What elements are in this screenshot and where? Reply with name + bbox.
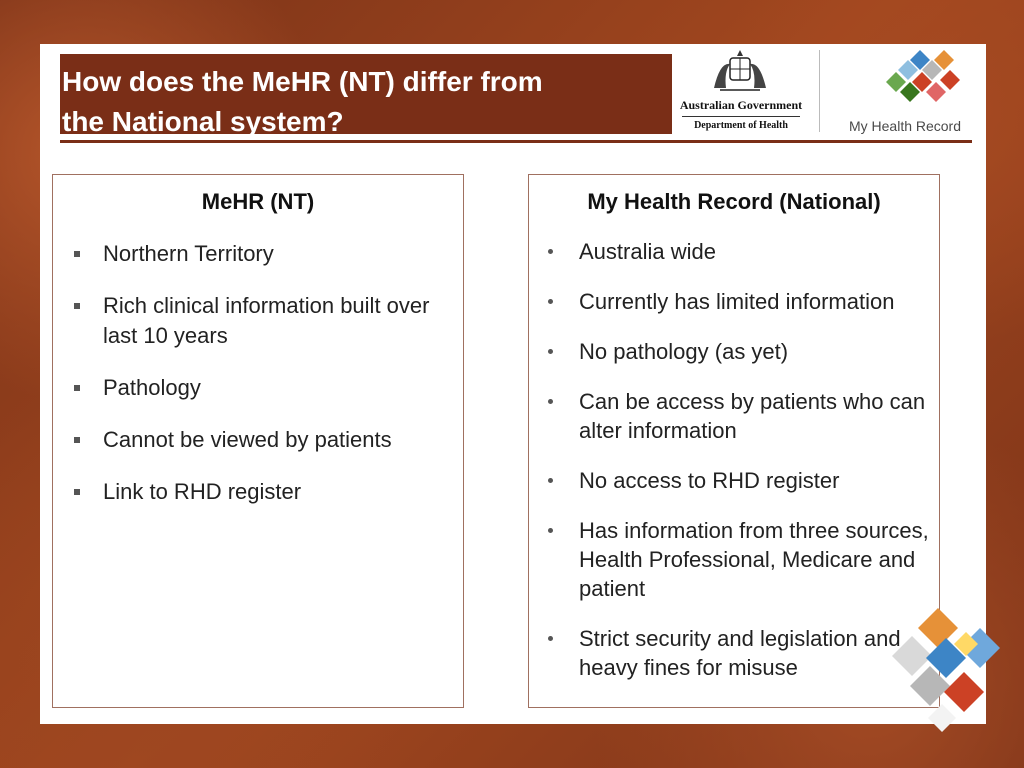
list-item-text: Rich clinical information built over last 10 years xyxy=(103,293,430,348)
mehr-nt-panel xyxy=(52,174,464,708)
list-item xyxy=(529,387,939,445)
decorative-diamond-cluster-icon xyxy=(870,588,1002,748)
list-item-text: Strict security and legislation and heavy fines for misuse xyxy=(579,626,901,680)
dot-bullet-icon xyxy=(548,478,553,483)
mehr-nt-heading: MeHR (NT) xyxy=(201,189,315,214)
my-health-record-mark-icon xyxy=(878,48,968,110)
list-item xyxy=(53,373,463,403)
dot-bullet-icon xyxy=(548,249,553,254)
list-item-text: Pathology xyxy=(103,375,201,400)
list-item-text: Northern Territory xyxy=(103,241,274,266)
gov-logo-rule xyxy=(682,116,800,117)
my-health-record-wordmark: My Health Record xyxy=(848,118,962,134)
my-health-record-logo xyxy=(830,48,980,138)
list-item-text: Australia wide xyxy=(579,239,716,264)
list-item-text: No pathology (as yet) xyxy=(579,339,789,364)
square-bullet-icon xyxy=(74,489,80,495)
title-line-1: How does the MeHR (NT) differ from xyxy=(62,66,543,97)
list-item xyxy=(53,239,463,269)
dot-bullet-icon xyxy=(548,528,553,533)
list-item xyxy=(53,291,463,351)
list-item xyxy=(529,287,939,316)
list-item xyxy=(529,237,939,266)
title-underline xyxy=(60,140,972,143)
square-bullet-icon xyxy=(74,385,80,391)
slide xyxy=(40,44,986,724)
list-item-text: No access to RHD register xyxy=(579,468,840,493)
logo-divider xyxy=(819,50,820,132)
slide-title xyxy=(62,62,543,142)
list-item xyxy=(529,337,939,366)
title-bar xyxy=(60,54,672,137)
dot-bullet-icon xyxy=(548,399,553,404)
dot-bullet-icon xyxy=(548,636,553,641)
national-heading: My Health Record (National) xyxy=(587,189,881,214)
list-item xyxy=(53,477,463,507)
list-item-text: Currently has limited information xyxy=(579,289,895,314)
list-item xyxy=(53,425,463,455)
list-item-text: Cannot be viewed by patients xyxy=(103,427,392,452)
dot-bullet-icon xyxy=(548,349,553,354)
dot-bullet-icon xyxy=(548,299,553,304)
department-name: Department of Health xyxy=(694,120,788,131)
square-bullet-icon xyxy=(74,303,80,309)
list-item xyxy=(529,466,939,495)
coat-of-arms-icon xyxy=(706,48,774,94)
square-bullet-icon xyxy=(74,251,80,257)
list-item-text: Link to RHD register xyxy=(103,479,302,504)
australian-government-logo xyxy=(676,48,806,136)
gov-name: Australian Government xyxy=(679,98,803,112)
square-bullet-icon xyxy=(74,437,80,443)
title-line-2: the National system? xyxy=(62,106,344,137)
list-item-text: Has information from three sources, Health Professional, Medicare and patient xyxy=(579,518,929,601)
list-item-text: Can be access by patients who can alter information xyxy=(579,389,926,443)
mehr-nt-list xyxy=(53,239,463,507)
